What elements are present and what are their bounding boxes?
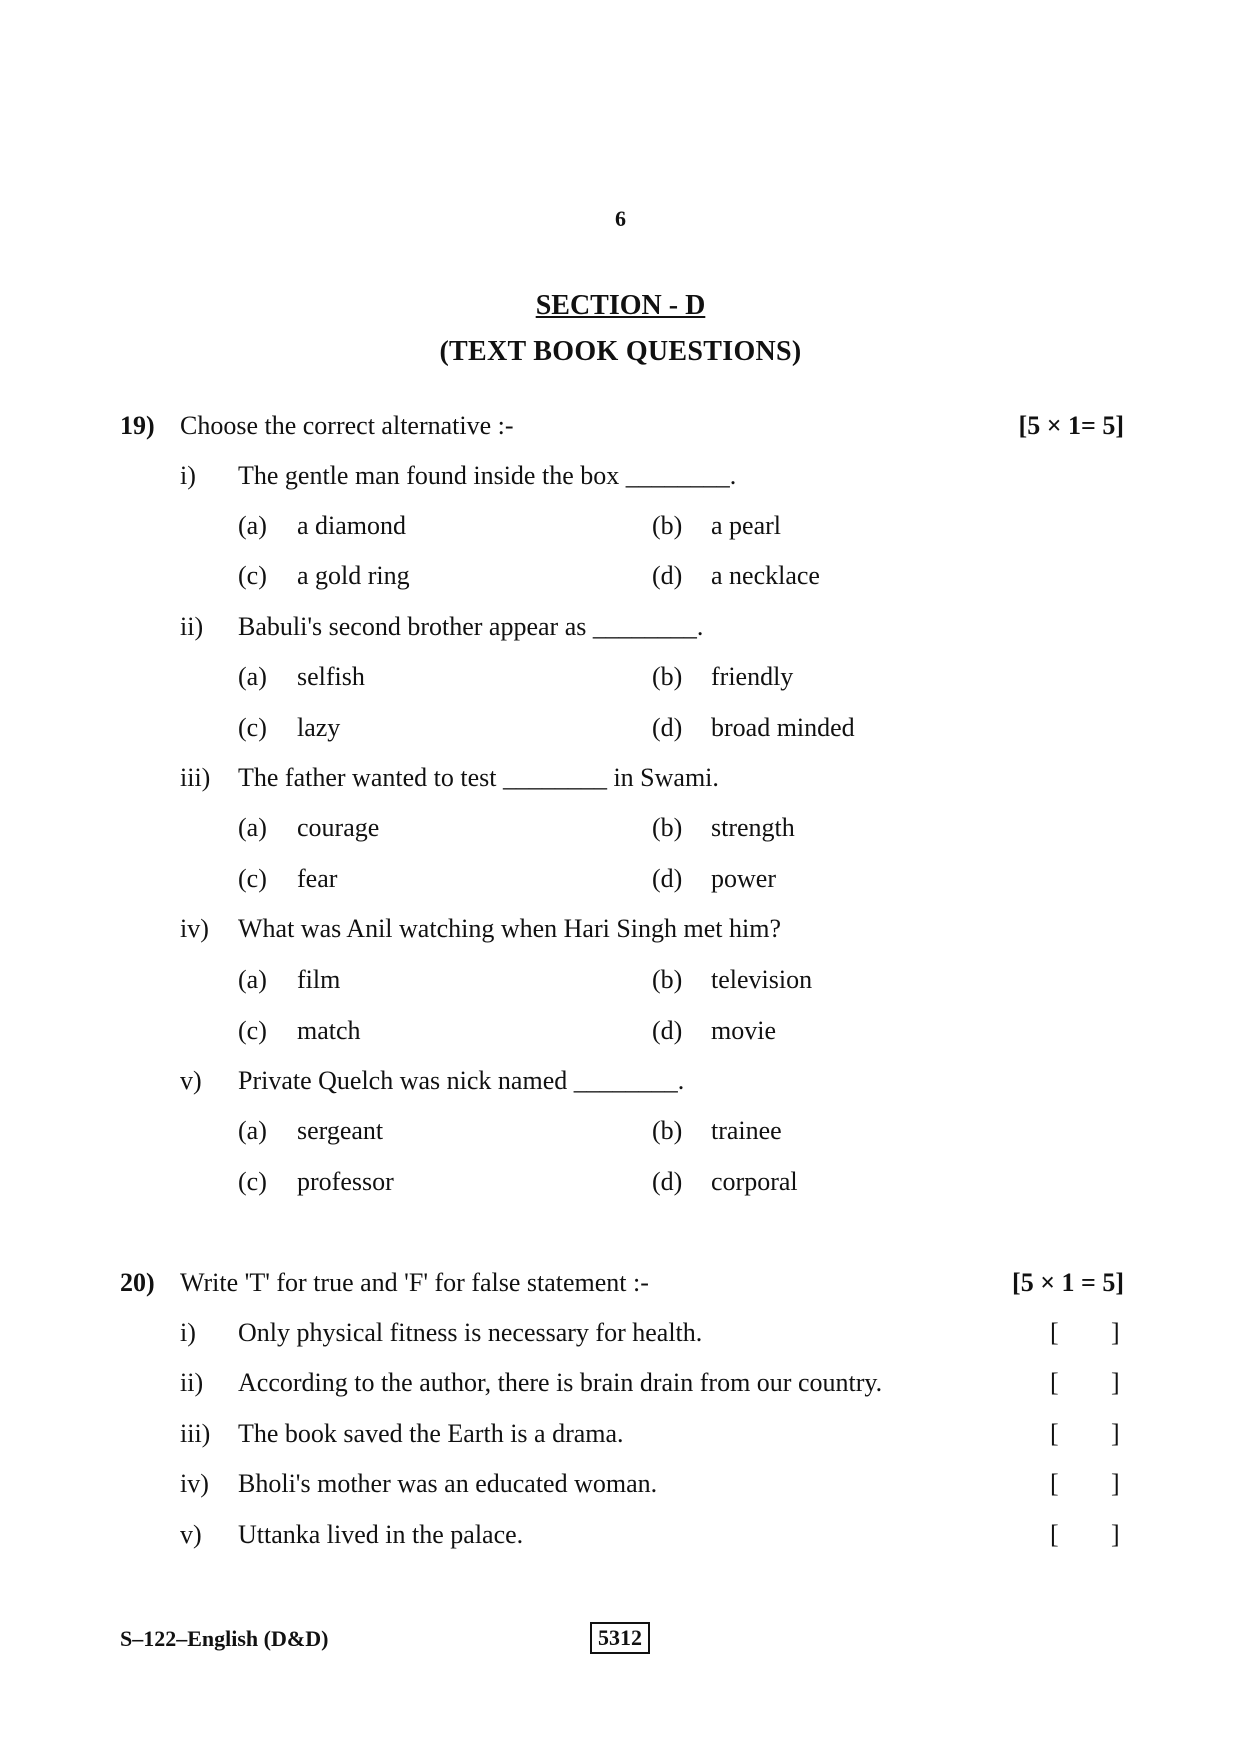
statement-text: The book saved the Earth is a drama. xyxy=(238,1419,624,1448)
question-number: 19) xyxy=(120,411,155,440)
statement-text: Bholi's mother was an educated woman. xyxy=(238,1469,658,1498)
question-marks: [5 × 1= 5] xyxy=(1018,411,1124,440)
answer-blank[interactable] xyxy=(1066,1421,1108,1449)
option-text: film xyxy=(297,965,341,994)
answer-bracket-close: ] xyxy=(1111,1368,1120,1397)
option-text: a gold ring xyxy=(297,561,410,590)
statement-text: Uttanka lived in the palace. xyxy=(238,1520,524,1549)
option-text: fear xyxy=(297,864,338,893)
answer-blank[interactable] xyxy=(1066,1320,1108,1348)
option-text: professor xyxy=(297,1167,394,1196)
option-text: courage xyxy=(297,813,380,842)
option-label: (d) xyxy=(652,864,683,893)
sub-question-text: What was Anil watching when Hari Singh met him? xyxy=(238,914,782,943)
option-label: (b) xyxy=(652,511,683,540)
section-title: SECTION - D xyxy=(535,290,706,321)
option-label: (a) xyxy=(238,965,267,994)
option-label: (b) xyxy=(652,965,683,994)
option-text: movie xyxy=(711,1016,776,1045)
option-text: selfish xyxy=(297,662,365,691)
option-label: (b) xyxy=(652,813,683,842)
option-label: (d) xyxy=(652,1167,683,1196)
footer-paper-number: 5312 xyxy=(590,1622,650,1654)
option-label: (b) xyxy=(652,662,683,691)
option-label: (d) xyxy=(652,1016,683,1045)
option-text: lazy xyxy=(297,713,341,742)
answer-bracket-close: ] xyxy=(1111,1520,1120,1549)
option-label: (c) xyxy=(238,1016,267,1045)
statement-number: ii) xyxy=(180,1368,204,1397)
footer-subject-code: S–122–English (D&D) xyxy=(120,1626,329,1651)
option-text: sergeant xyxy=(297,1116,384,1145)
option-text: broad minded xyxy=(711,713,855,742)
option-text: power xyxy=(711,864,776,893)
option-label: (b) xyxy=(652,1116,683,1145)
option-label: (c) xyxy=(238,864,267,893)
statement-number: iii) xyxy=(180,1419,211,1448)
statement-number: iv) xyxy=(180,1469,209,1498)
statement-text: Only physical fitness is necessary for health. xyxy=(238,1318,703,1347)
answer-bracket-close: ] xyxy=(1111,1318,1120,1347)
sub-question-number: iii) xyxy=(180,763,211,792)
option-text: match xyxy=(297,1016,361,1045)
answer-bracket-open: [ xyxy=(1050,1520,1059,1549)
answer-blank[interactable] xyxy=(1066,1522,1108,1550)
answer-bracket-close: ] xyxy=(1111,1469,1120,1498)
option-text: strength xyxy=(711,813,795,842)
option-label: (d) xyxy=(652,561,683,590)
option-text: corporal xyxy=(711,1167,798,1196)
question-prompt: Write 'T' for true and 'F' for false statement :- xyxy=(180,1268,649,1297)
option-label: (a) xyxy=(238,662,267,691)
statement-number: i) xyxy=(180,1318,196,1347)
statement-text: According to the author, there is brain drain from our country. xyxy=(238,1368,883,1397)
question-number: 20) xyxy=(120,1268,155,1297)
page-number: 6 xyxy=(615,206,626,231)
answer-bracket-close: ] xyxy=(1111,1419,1120,1448)
option-text: television xyxy=(711,965,813,994)
option-text: trainee xyxy=(711,1116,782,1145)
answer-bracket-open: [ xyxy=(1050,1419,1059,1448)
sub-question-number: v) xyxy=(180,1066,202,1095)
answer-blank[interactable] xyxy=(1066,1370,1108,1398)
option-text: a necklace xyxy=(711,561,820,590)
sub-question-number: ii) xyxy=(180,612,204,641)
option-label: (c) xyxy=(238,1167,267,1196)
sub-question-text: The gentle man found inside the box ________. xyxy=(238,461,737,490)
option-label: (a) xyxy=(238,1116,267,1145)
answer-bracket-open: [ xyxy=(1050,1469,1059,1498)
sub-question-text: Babuli's second brother appear as ________. xyxy=(238,612,704,641)
answer-blank[interactable] xyxy=(1066,1471,1108,1499)
option-label: (a) xyxy=(238,813,267,842)
answer-bracket-open: [ xyxy=(1050,1318,1059,1347)
statement-number: v) xyxy=(180,1520,202,1549)
question-marks: [5 × 1 = 5] xyxy=(1012,1268,1124,1297)
sub-question-number: iv) xyxy=(180,914,209,943)
option-label: (c) xyxy=(238,561,267,590)
question-prompt: Choose the correct alternative :- xyxy=(180,411,514,440)
section-subtitle: (TEXT BOOK QUESTIONS) xyxy=(439,336,802,367)
option-text: friendly xyxy=(711,662,794,691)
sub-question-text: Private Quelch was nick named ________. xyxy=(238,1066,685,1095)
option-text: a pearl xyxy=(711,511,782,540)
option-label: (a) xyxy=(238,511,267,540)
sub-question-text: The father wanted to test ________ in Swami. xyxy=(238,763,719,792)
option-label: (d) xyxy=(652,713,683,742)
answer-bracket-open: [ xyxy=(1050,1368,1059,1397)
sub-question-number: i) xyxy=(180,461,196,490)
option-label: (c) xyxy=(238,713,267,742)
option-text: a diamond xyxy=(297,511,407,540)
